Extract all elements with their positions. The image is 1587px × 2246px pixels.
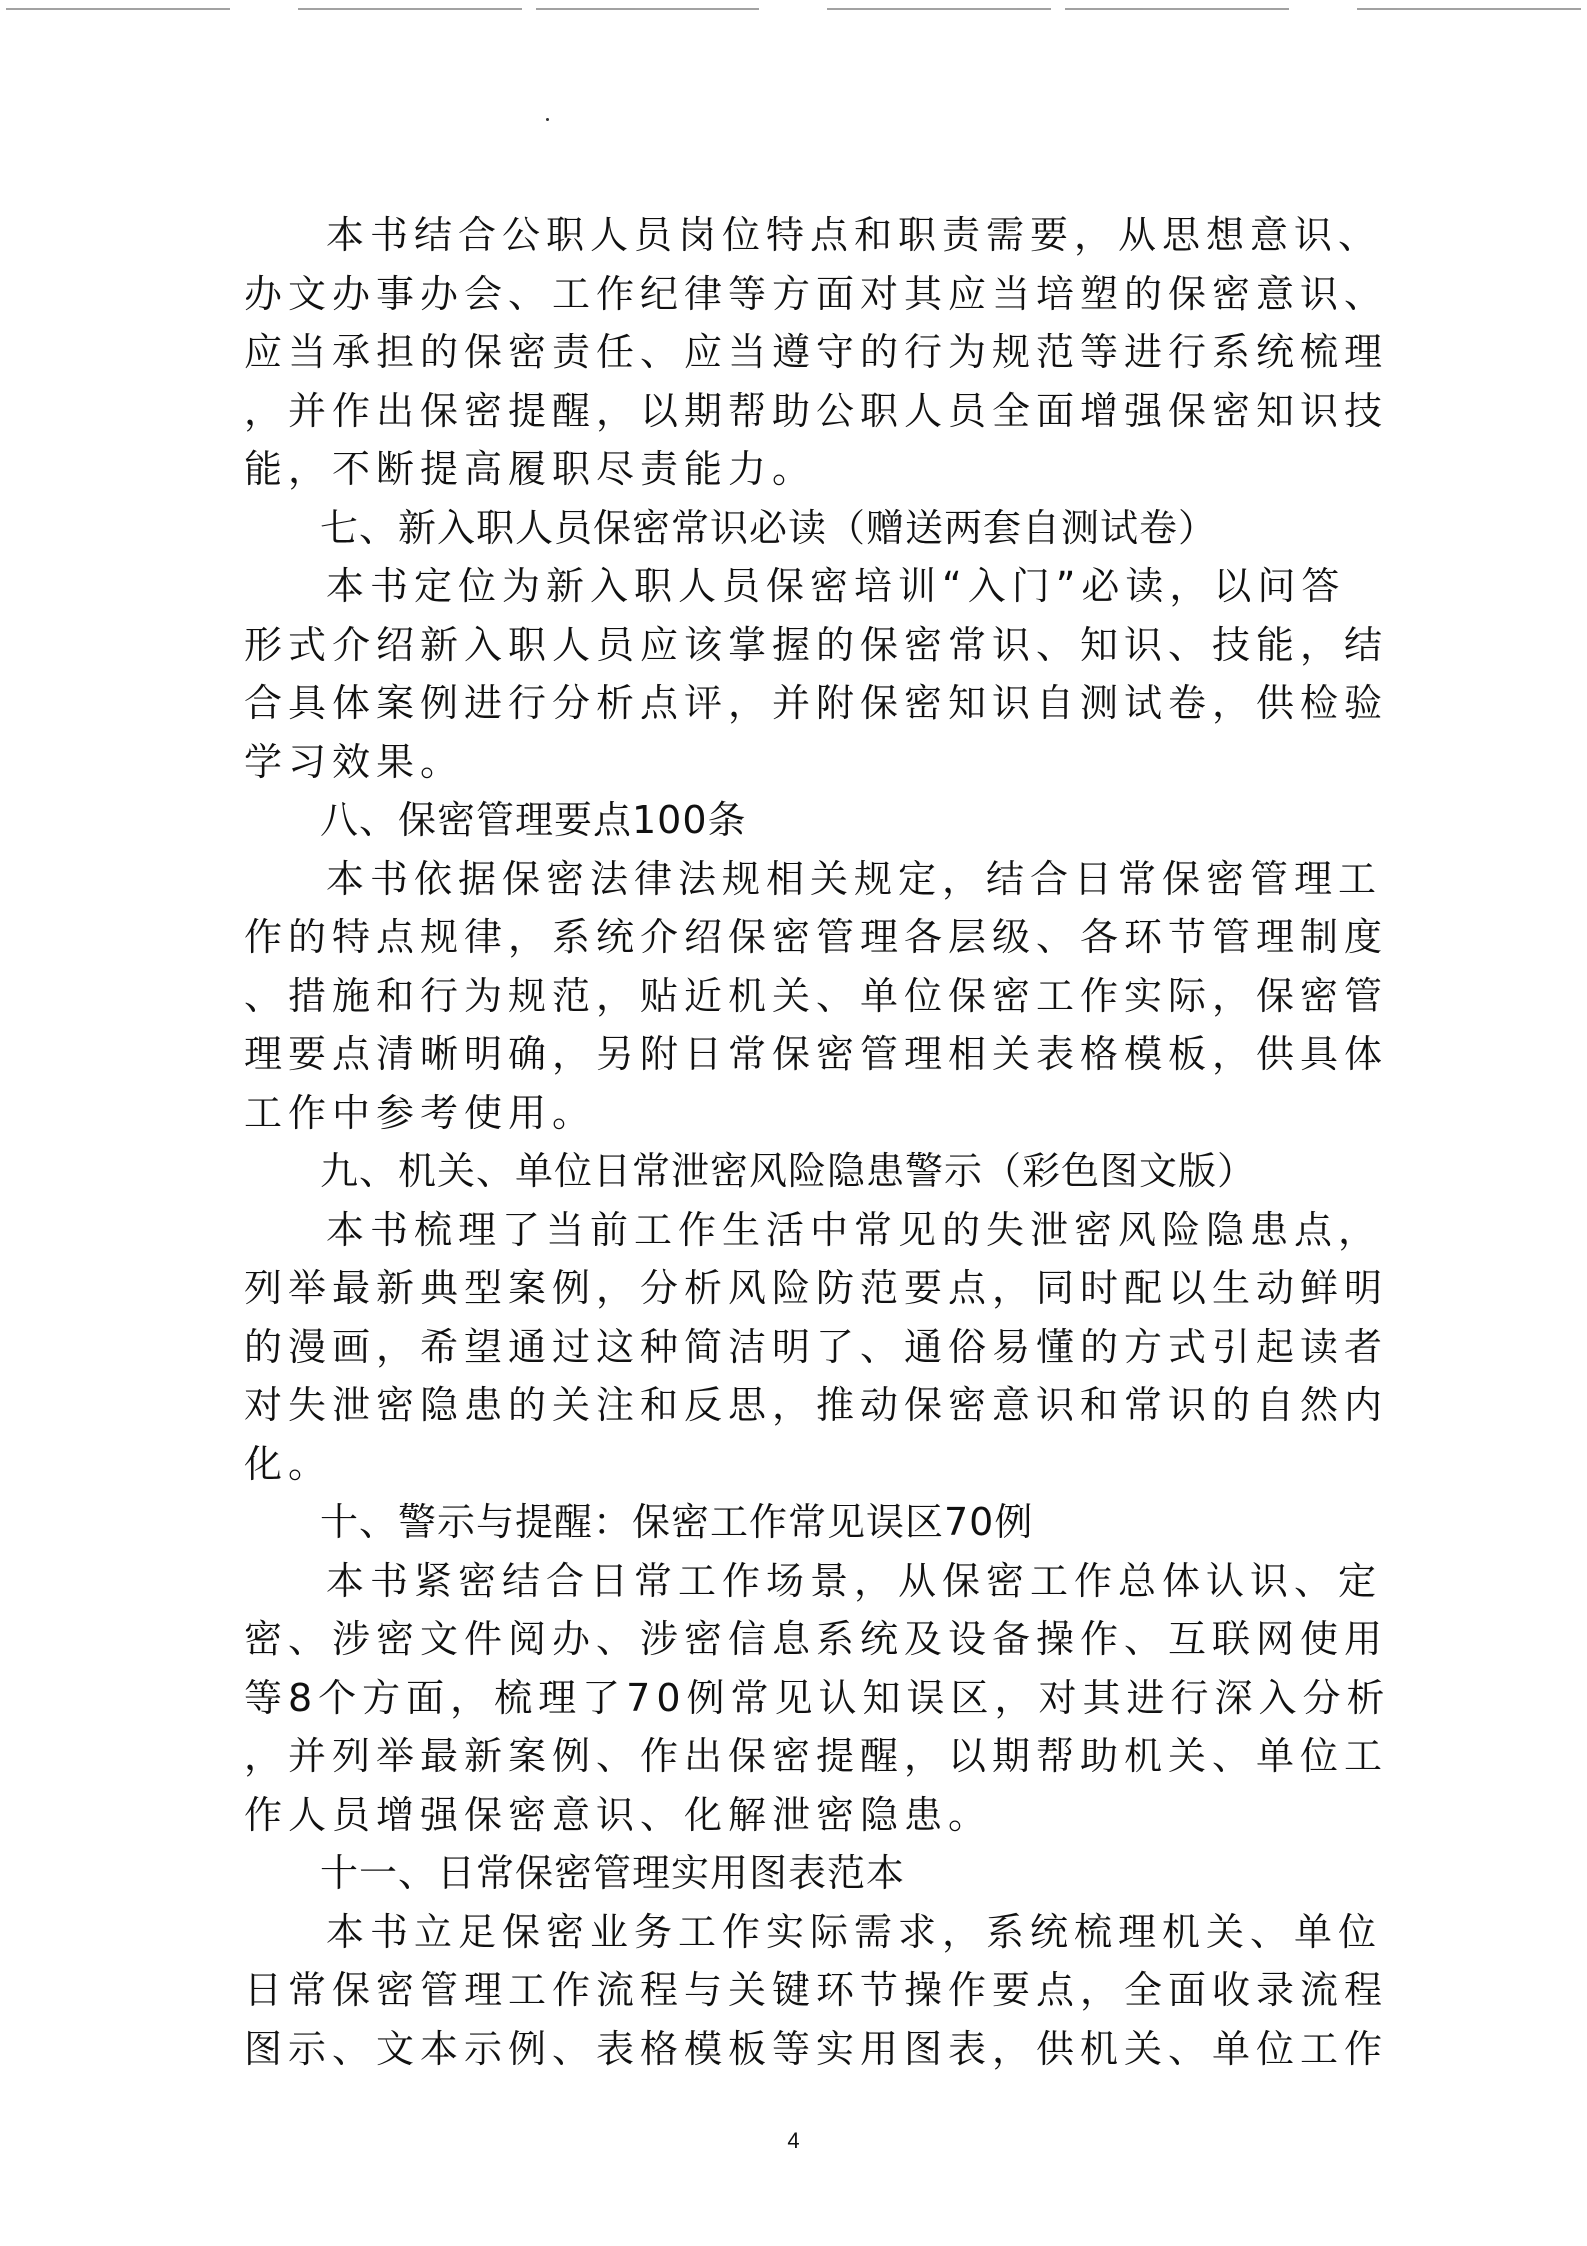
text-line: 本书梳理了当前工作生活中常见的失泄密风险隐患点，: [326, 1207, 1383, 1252]
paragraph-section-8: [244, 850, 1389, 1143]
paragraph-section-7: [244, 557, 1389, 791]
paragraph-section-11: [244, 1903, 1389, 2079]
text-line: 密、涉密文件阅办、涉密信息系统及设备操作、互联网使用: [244, 1617, 1389, 1661]
section-heading-8: 八、保密管理要点100条: [320, 798, 747, 842]
text-line: 等8个方面，梳理了70例常见认知误区，对其进行深入分析: [244, 1675, 1391, 1720]
text-line: 作人员增强保密意识、化解泄密隐患。: [244, 1792, 993, 1837]
text-line: 本书依据保密法律法规相关规定，结合日常保密管理工: [326, 856, 1383, 901]
section-heading-10: 十、警示与提醒：保密工作常见误区70例: [320, 1500, 1034, 1544]
text-line: 办文办事办会、工作纪律等方面对其应当培塑的保密意识、: [244, 271, 1389, 316]
text-line: 应当承担的保密责任、应当遵守的行为规范等进行系统梳理: [244, 330, 1389, 374]
section-heading-9: 九、机关、单位日常泄密风险隐患警示（彩色图文版）: [320, 1149, 1257, 1193]
page-body: [244, 206, 1391, 2078]
text-line: 能，不断提高履职尽责能力。: [244, 447, 817, 491]
text-line: 日常保密管理工作流程与关键环节操作要点，全面收录流程: [244, 1968, 1389, 2012]
text-line: 化。: [244, 1441, 333, 1486]
section-heading-7: 七、新入职人员保密常识必读（赠送两套自测试卷）: [320, 505, 1218, 550]
text-line: 理要点清晰明确，另附日常保密管理相关表格模板，供具体: [244, 1032, 1389, 1076]
paragraph-intro: [244, 206, 1389, 499]
text-line: ，并作出保密提醒，以期帮助公职人员全面增强保密知识技: [244, 388, 1389, 433]
section-heading-11: 十一、日常保密管理实用图表范本: [320, 1851, 906, 1895]
text-line: 的漫画，希望通过这种简洁明了、通俗易懂的方式引起读者: [244, 1324, 1389, 1369]
text-line: 工作中参考使用。: [244, 1090, 597, 1135]
scan-speck: [546, 118, 549, 121]
text-line: 本书定位为新入职人员保密培训“入门”必读，以问答: [326, 564, 1346, 608]
text-line: 对失泄密隐患的关注和反思，推动保密意识和常识的自然内: [244, 1383, 1389, 1427]
text-line: 列举最新典型案例，分析风险防范要点，同时配以生动鲜明: [244, 1266, 1389, 1310]
text-line: 图示、文本示例、表格模板等实用图表，供机关、单位工作: [244, 2026, 1389, 2071]
scan-border-artifact: [0, 8, 1587, 12]
text-line: 形式介绍新入职人员应该掌握的保密常识、知识、技能，结: [244, 622, 1389, 667]
paragraph-section-9: [244, 1201, 1389, 1494]
text-line: 、措施和行为规范，贴近机关、单位保密工作实际，保密管: [244, 973, 1389, 1018]
paragraph-section-10: [244, 1552, 1391, 1845]
text-line: 学习效果。: [244, 739, 465, 784]
text-line: ，并列举最新案例、作出保密提醒，以期帮助机关、单位工: [244, 1734, 1389, 1778]
text-line: 本书立足保密业务工作实际需求，系统梳理机关、单位: [326, 1909, 1383, 1954]
text-line: 作的特点规律，系统介绍保密管理各层级、各环节管理制度: [244, 915, 1389, 959]
page-number: 4: [787, 2128, 800, 2153]
text-line: 合具体案例进行分析点评，并附保密知识自测试卷，供检验: [244, 681, 1389, 725]
text-line: 本书紧密结合日常工作场景，从保密工作总体认识、定: [326, 1558, 1383, 1603]
text-line: 本书结合公职人员岗位特点和职责需要，从思想意识、: [326, 213, 1383, 257]
